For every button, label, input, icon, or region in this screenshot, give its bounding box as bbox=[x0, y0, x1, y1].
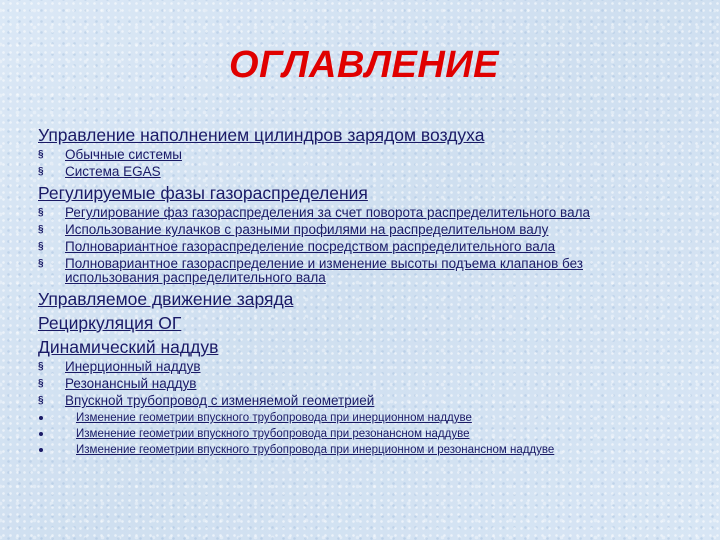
toc-link-fully-variable-camshaft[interactable]: Полновариантное газораспределение посредством распределительного вала bbox=[65, 239, 556, 254]
toc-section-air-charge bbox=[38, 124, 718, 179]
list-item bbox=[38, 223, 718, 237]
toc-link-intake-geometry-resonance[interactable]: Изменение геометрии впускного трубопровода при резонансном наддуве bbox=[76, 428, 470, 440]
toc-link-intake-geometry-combined[interactable]: Изменение геометрии впускного трубопровода при инерционном и резонансном наддуве bbox=[76, 444, 555, 456]
toc-link-dynamic-supercharging[interactable]: Динамический наддув bbox=[38, 337, 219, 357]
toc-link-variable-intake[interactable]: Впускной трубопровод с изменяемой геометрией bbox=[65, 393, 375, 408]
toc-section-egr bbox=[38, 312, 718, 334]
bullet-icon: § bbox=[38, 224, 44, 235]
list-item bbox=[38, 360, 718, 374]
bullet-icon: § bbox=[38, 361, 44, 372]
bullet-icon: § bbox=[38, 258, 44, 269]
toc-section-dynamic-supercharging bbox=[38, 336, 718, 457]
list-item bbox=[38, 257, 718, 285]
list-item bbox=[38, 427, 718, 441]
toc-sublist-valve-timing bbox=[38, 206, 718, 285]
list-item bbox=[38, 411, 718, 425]
list-item bbox=[38, 377, 718, 391]
bullet-icon: § bbox=[38, 378, 44, 389]
bullet-icon: § bbox=[38, 166, 44, 177]
toc-subsublist-variable-intake bbox=[38, 411, 718, 457]
toc-link-conventional-systems[interactable]: Обычные системы bbox=[65, 147, 182, 162]
list-item bbox=[38, 206, 718, 220]
toc-link-intake-geometry-inertia[interactable]: Изменение геометрии впускного трубопровода при инерционном наддуве bbox=[76, 412, 472, 424]
toc-sublist-dynamic-supercharging bbox=[38, 360, 718, 408]
list-item bbox=[38, 394, 718, 408]
bullet-icon: § bbox=[38, 395, 44, 406]
toc-link-valve-timing[interactable]: Регулируемые фазы газораспределения bbox=[38, 183, 368, 203]
bullet-icon: § bbox=[38, 207, 44, 218]
toc-link-cam-profiles[interactable]: Использование кулачков с разными профилями на распределительном валу bbox=[65, 222, 549, 237]
dot-bullet-icon bbox=[39, 448, 43, 452]
list-item bbox=[38, 148, 718, 162]
toc-link-egr[interactable]: Рециркуляция ОГ bbox=[38, 313, 182, 333]
dot-bullet-icon bbox=[39, 416, 43, 420]
toc-link-egas[interactable]: Система EGAS bbox=[65, 164, 161, 179]
toc-section-valve-timing bbox=[38, 182, 718, 285]
toc-section-charge-motion bbox=[38, 288, 718, 310]
bullet-icon: § bbox=[38, 241, 44, 252]
dot-bullet-icon bbox=[39, 432, 43, 436]
toc-link-charge-motion[interactable]: Управляемое движение заряда bbox=[38, 289, 294, 309]
list-item bbox=[38, 165, 718, 179]
toc-link-camshaft-rotation[interactable]: Регулирование фаз газораспределения за счет поворота распределительного вала bbox=[65, 205, 590, 220]
toc-link-inertia-charging[interactable]: Инерционный наддув bbox=[65, 359, 201, 374]
page-title: ОГЛАВЛЕНИЕ bbox=[229, 44, 499, 86]
toc-sublist-air-charge bbox=[38, 148, 718, 179]
toc-link-air-charge[interactable]: Управление наполнением цилиндров зарядом воздуха bbox=[38, 125, 485, 145]
toc-link-resonance-charging[interactable]: Резонансный наддув bbox=[65, 376, 197, 391]
toc-link-camless-valve-lift[interactable]: Полновариантное газораспределение и изменение высоты подъема клапанов без использования распределительного вала bbox=[65, 256, 583, 285]
bullet-icon: § bbox=[38, 149, 44, 160]
list-item bbox=[38, 443, 718, 457]
list-item bbox=[38, 240, 718, 254]
table-of-contents bbox=[38, 124, 718, 459]
